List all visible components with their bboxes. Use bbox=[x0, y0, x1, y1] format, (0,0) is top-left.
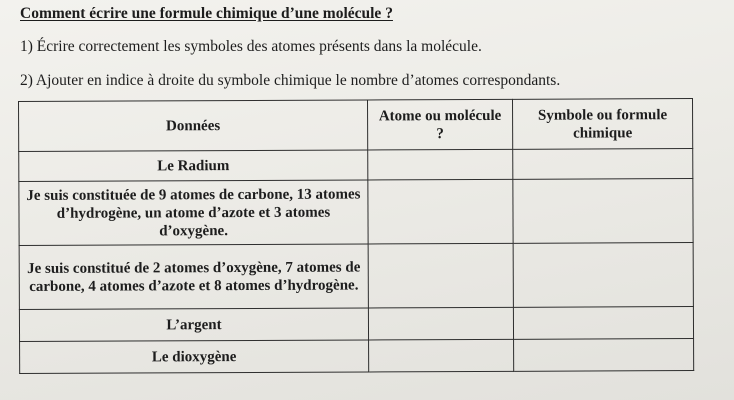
worksheet-title: Comment écrire une formule chimique d’une molécule ? bbox=[20, 5, 393, 22]
table-row bbox=[19, 307, 693, 342]
answer-cell-symbole-ou-formule[interactable] bbox=[513, 149, 693, 180]
answer-cell-atome-ou-molecule[interactable] bbox=[368, 243, 513, 308]
header-atome-ou-molecule: Atome ou molécule ? bbox=[367, 99, 512, 150]
answer-cell-atome-ou-molecule[interactable] bbox=[369, 339, 514, 372]
answer-cell-symbole-ou-formule[interactable] bbox=[513, 243, 693, 308]
cell-donnees: Le dioxygène bbox=[20, 340, 369, 374]
cell-donnees: Je suis constituée de 9 atomes de carbone, 13 atomes d’hydrogène, un atome d’azote et 3 atomes d’oxygène. bbox=[19, 180, 368, 246]
cell-donnees: L’argent bbox=[19, 308, 368, 342]
answer-cell-symbole-ou-formule[interactable] bbox=[513, 179, 693, 244]
table-header-row bbox=[19, 99, 693, 152]
answer-cell-atome-ou-molecule[interactable] bbox=[368, 307, 513, 340]
instruction-1: 1) Écrire correctement les symboles des atomes présents dans la molécule. bbox=[20, 38, 482, 55]
instruction-2: 2) Ajouter en indice à droite du symbole chimique le nombre d’atomes correspondants. bbox=[20, 72, 561, 89]
table-row bbox=[19, 179, 693, 246]
header-donnees: Données bbox=[19, 100, 368, 152]
table-row bbox=[20, 339, 694, 374]
header-symbole-ou-formule: Symbole ou formule chimique bbox=[512, 99, 692, 150]
exercise-table bbox=[18, 98, 694, 374]
cell-donnees: Le Radium bbox=[19, 150, 368, 182]
table-row bbox=[19, 149, 693, 182]
answer-cell-symbole-ou-formule[interactable] bbox=[513, 307, 693, 340]
table-row bbox=[19, 243, 693, 310]
answer-cell-atome-ou-molecule[interactable] bbox=[368, 179, 513, 244]
answer-cell-symbole-ou-formule[interactable] bbox=[514, 339, 694, 372]
answer-cell-atome-ou-molecule[interactable] bbox=[368, 149, 513, 180]
cell-donnees: Je suis constitué de 2 atomes d’oxygène, 7 atomes de carbone, 4 atomes d’azote et 8 atomes d’hydrogène. bbox=[19, 244, 368, 310]
